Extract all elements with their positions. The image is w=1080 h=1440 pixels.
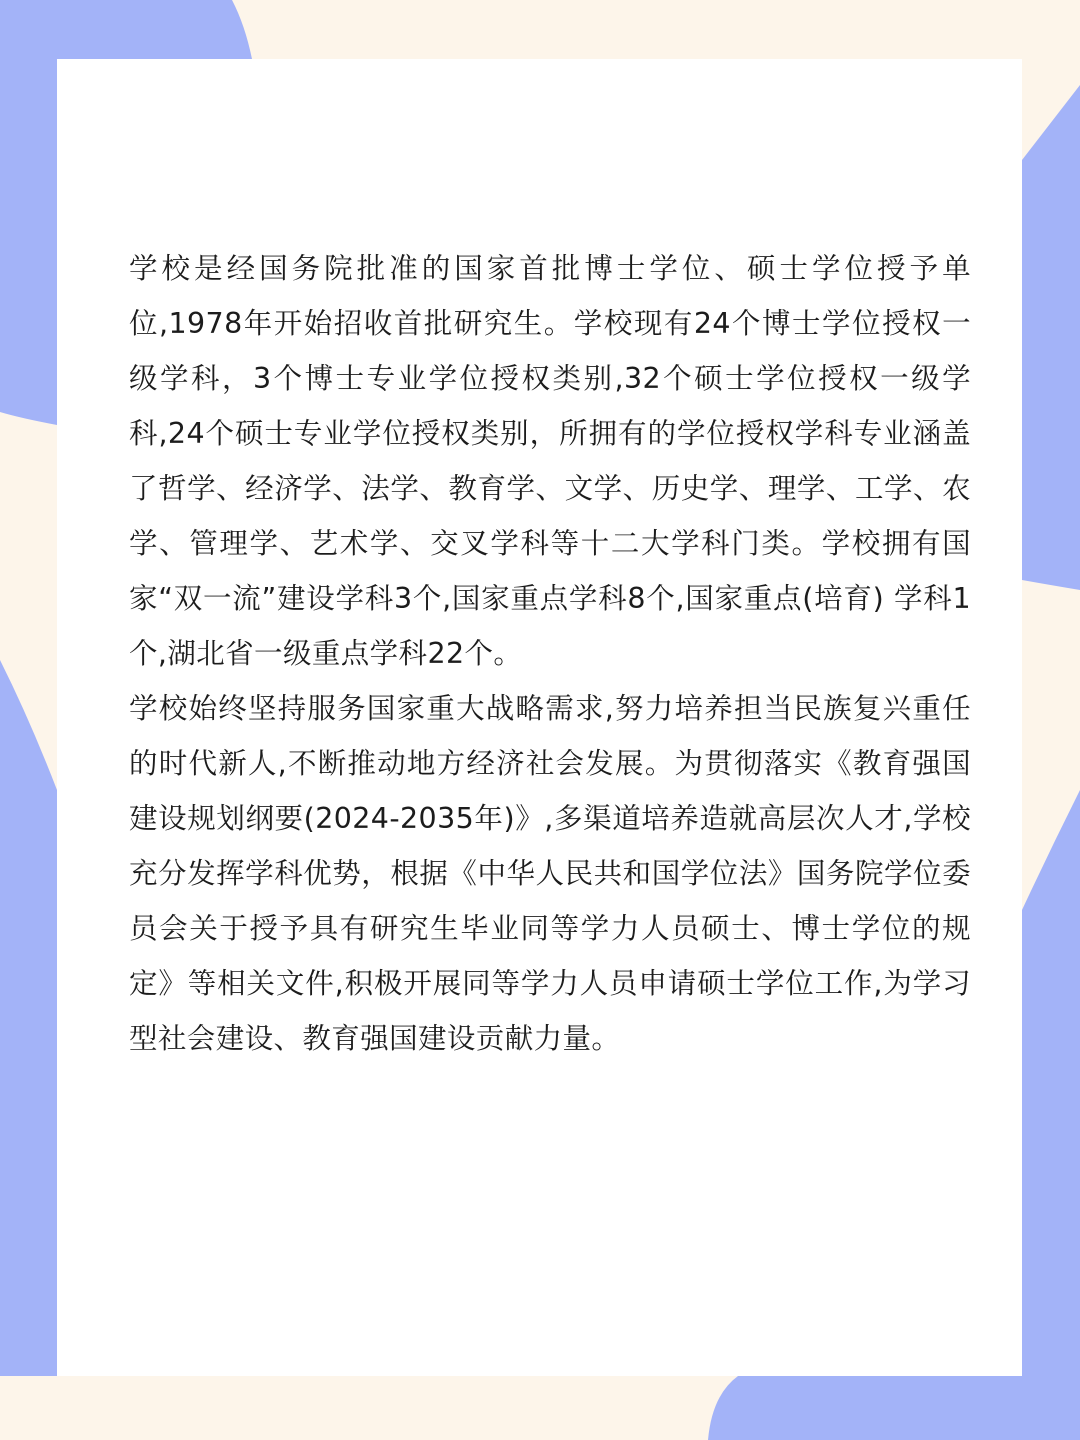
paragraph-2: 学校始终坚持服务国家重大战略需求,努力培养担当民族复兴重任的时代新人,不断推动地方经济社会发展。为贯彻落实《教育强国建设规划纲要(2024-2035年)》,多渠道培养造就高层次人才,学校充分发挥学科优势，根据《中华人民共和国学位法》国务院学位委员会关于授予具有研究生毕业同等学力人员硕士、博士学位的规定》等相关文件,积极开展同等学力人员申请硕士学位工作,为学习型社会建设、教育强国建设贡献力量。 [129, 692, 971, 1055]
right-blue-shape [1022, 85, 1080, 590]
article-body [129, 241, 971, 1066]
paragraph-1: 学校是经国务院批准的国家首批博士学位、硕士学位授予单位,1978年开始招收首批研究生。学校现有24个博士学位授权一级学科，3个博士专业学位授权类别,32个硕士学位授权一级学科,24个硕士专业学位授权类别，所拥有的学位授权学科专业涵盖了哲学、经济学、法学、教育学、文学、历史学、理学、工学、农学、管理学、艺术学、交叉学科等十二大学科门类。学校拥有国家“双一流”建设学科3个,国家重点学科8个,国家重点(培育) 学科1个,湖北省一级重点学科22个。 [129, 252, 971, 670]
bottom-blue-shape [708, 1376, 1080, 1440]
content-card [57, 59, 1022, 1376]
right-lower-blue-shape [1022, 790, 1080, 1376]
left-lower-blue-shape [0, 660, 57, 1376]
